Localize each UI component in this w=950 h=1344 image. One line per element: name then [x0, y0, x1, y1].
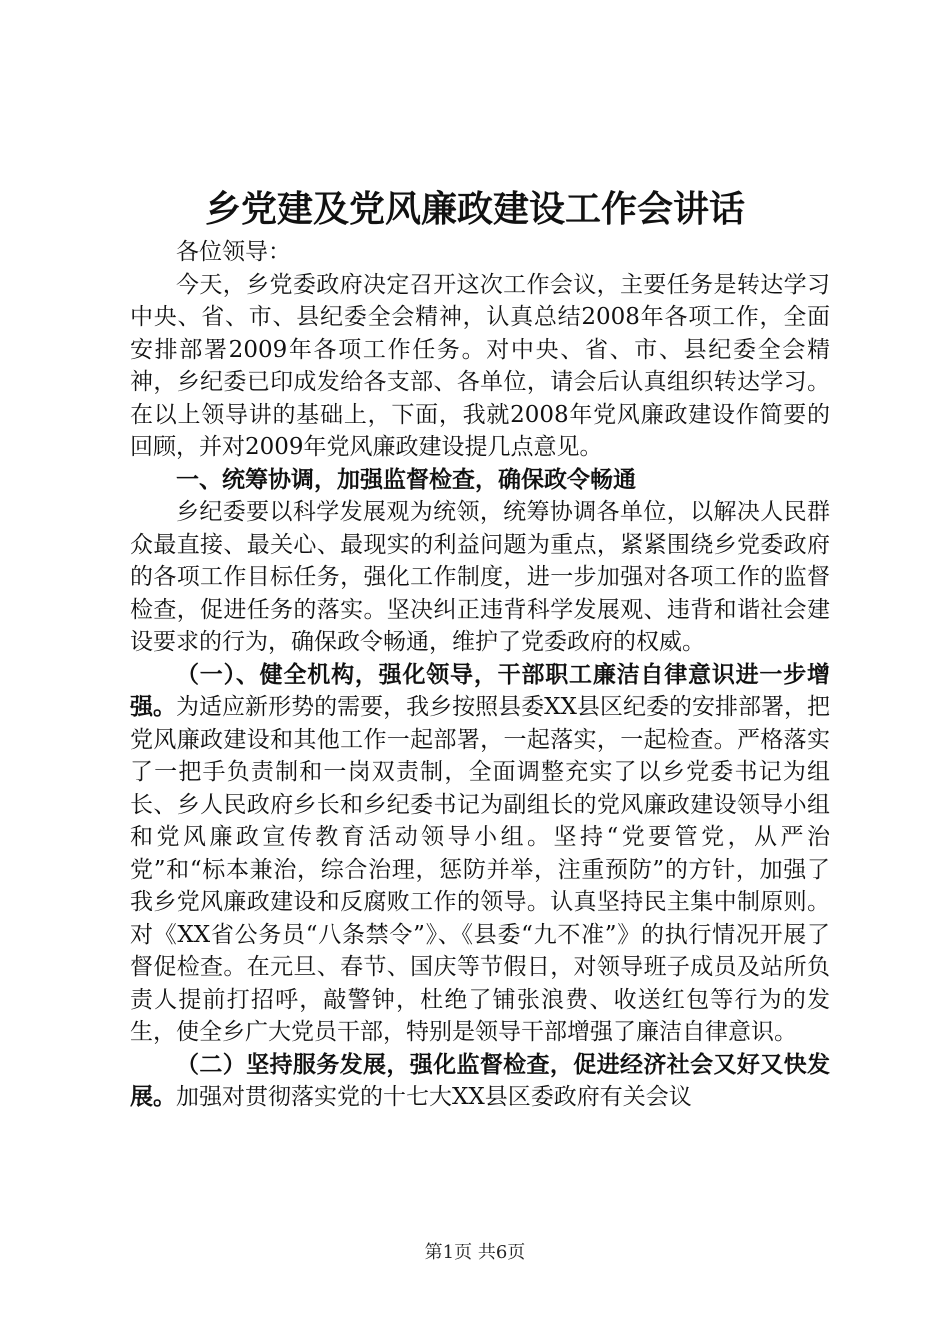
subsection-lead-2: （二）坚持服务发展，强化监督检查，促进经济社会又好又快发展。: [130, 1050, 830, 1110]
subsection-lead-1: （一）、健全机构，强化领导，干部职工廉洁自律意识进一步增强。: [130, 660, 830, 720]
section-paragraph-1: 乡纪委要以科学发展观为统领，统筹协调各单位，以解决人民群众最直接、最关心、最现实的利益问题为重点，紧紧围绕乡党委政府的各项工作目标任务，强化工作制度，进一步加强对各项工作的监督检查，促进任务的落实。坚决纠正违背科学发展观、违背和谐社会建设要求的行为，确保政令畅通，维护了党委政府的权威。: [130, 499, 830, 655]
subsection-paragraph-2: [130, 1049, 830, 1114]
subsection-body-1: 为适应新形势的需要，我乡按照县委XX县区纪委的安排部署，把党风廉政建设和其他工作一起部署，一起落实，一起检查。严格落实了一把手负责制和一岗双责制，全面调整充实了以乡党委书记为组长、乡人民政府乡长和乡纪委书记为副组长的党风廉政建设领导小组和党风廉政宣传教育活动领导小组。坚持“党要管党，从严治党”和“标本兼治，综合治理，惩防并举，注重预防”的方针，加强了我乡党风廉政建设和反腐败工作的领导。认真坚持民主集中制原则。对《XX省公务员“八条禁令”》、《县委“九不准”》的执行情况开展了督促检查。在元旦、春节、国庆等节假日，对领导班子成员及站所负责人提前打招呼，敲警钟，杜绝了铺张浪费、收送红包等行为的发生，使全乡广大党员干部，特别是领导干部增强了廉洁自律意识。: [130, 694, 831, 1045]
subsection-paragraph-1: [130, 659, 830, 1049]
document-title: 乡党建及党风廉政建设工作会讲话: [204, 188, 745, 230]
section-heading-1: 一、统筹协调，加强监督检查，确保政令畅通: [176, 465, 636, 493]
salutation: 各位领导：: [176, 239, 291, 265]
intro-paragraph: 今天，乡党委政府决定召开这次工作会议，主要任务是转达学习中央、省、市、县纪委全会精神，认真总结2008年各项工作，全面安排部署2009年各项工作任务。对中央、省、市、县纪委全会精神，乡纪委已印成发给各支部、各单位，请会后认真组织转达学习。在以上领导讲的基础上，下面，我就2008年党风廉政建设作简要的回顾，并对2009年党风廉政建设提几点意见。: [130, 271, 830, 460]
page-number-footer: 第1页 共6页: [424, 1242, 526, 1263]
document-body: [130, 236, 830, 1114]
subsection-body-2: 加强对贯彻落实党的十七大XX县区委政府有关会议: [176, 1084, 692, 1110]
